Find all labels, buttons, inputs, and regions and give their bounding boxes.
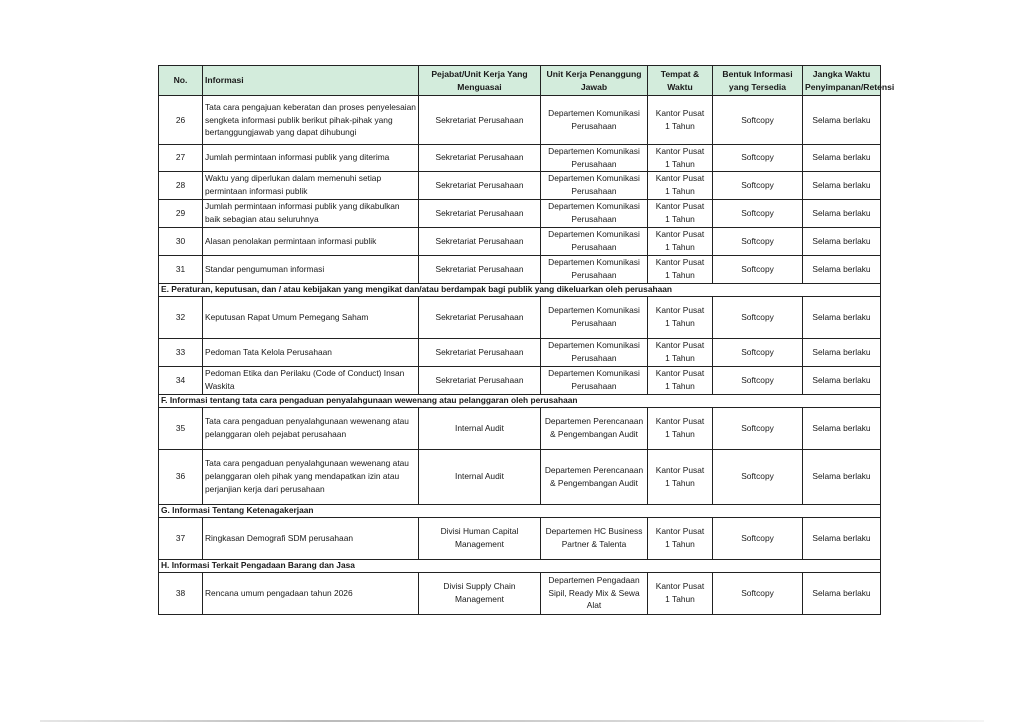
row-bentuk: Softcopy xyxy=(713,572,803,614)
header-tempat-waktu: Tempat & Waktu xyxy=(648,66,713,96)
row-jangka: Selama berlaku xyxy=(803,407,881,449)
row-jangka: Selama berlaku xyxy=(803,145,881,172)
row-jangka: Selama berlaku xyxy=(803,171,881,199)
row-waktu: 1 Tahun xyxy=(665,270,695,281)
row-unit-kerja: Departemen Pengadaan Sipil, Ready Mix & Sewa Alat xyxy=(541,572,648,614)
row-tempat-waktu xyxy=(648,517,713,559)
table-row xyxy=(159,171,881,199)
row-pejabat: Sekretariat Perusahaan xyxy=(419,171,541,199)
row-bentuk: Softcopy xyxy=(713,96,803,145)
row-bentuk: Softcopy xyxy=(713,255,803,283)
row-pejabat: Sekretariat Perusahaan xyxy=(419,145,541,172)
row-jangka: Selama berlaku xyxy=(803,255,881,283)
section-heading: G. Informasi Tentang Ketenagakerjaan xyxy=(159,504,881,517)
row-unit-kerja: Departemen Komunikasi Perusahaan xyxy=(541,96,648,145)
row-bentuk: Softcopy xyxy=(713,366,803,394)
row-tempat-waktu xyxy=(648,366,713,394)
row-number: 28 xyxy=(159,171,203,199)
row-pejabat: Divisi Human Capital Management xyxy=(419,517,541,559)
row-waktu: 1 Tahun xyxy=(665,381,695,392)
row-tempat-waktu xyxy=(648,171,713,199)
table-row xyxy=(159,296,881,338)
row-waktu: 1 Tahun xyxy=(665,539,695,550)
row-pejabat: Sekretariat Perusahaan xyxy=(419,255,541,283)
row-pejabat: Sekretariat Perusahaan xyxy=(419,96,541,145)
row-tempat-waktu xyxy=(648,145,713,172)
row-waktu: 1 Tahun xyxy=(665,594,695,605)
row-tempat: Kantor Pusat xyxy=(655,305,705,316)
row-tempat-waktu xyxy=(648,338,713,366)
table-row xyxy=(159,227,881,255)
row-bentuk: Softcopy xyxy=(713,407,803,449)
section-row xyxy=(159,559,881,572)
row-pejabat: Internal Audit xyxy=(419,407,541,449)
row-tempat: Kantor Pusat xyxy=(655,340,705,351)
row-waktu: 1 Tahun xyxy=(665,121,695,131)
row-bentuk: Softcopy xyxy=(713,227,803,255)
row-informasi: Waktu yang diperlukan dalam memenuhi setiap permintaan informasi publik xyxy=(203,171,419,199)
row-jangka: Selama berlaku xyxy=(803,338,881,366)
row-waktu: 1 Tahun xyxy=(665,242,695,253)
row-pejabat: Internal Audit xyxy=(419,449,541,504)
header-bentuk-informasi: Bentuk Informasi yang Tersedia xyxy=(713,66,803,96)
row-number: 36 xyxy=(159,449,203,504)
row-tempat-waktu xyxy=(648,96,713,145)
row-number: 27 xyxy=(159,145,203,172)
row-unit-kerja: Departemen Perencanaan & Pengembangan Audit xyxy=(541,407,648,449)
row-bentuk: Softcopy xyxy=(713,296,803,338)
row-waktu: 1 Tahun xyxy=(665,318,695,329)
row-unit-kerja: Departemen Komunikasi Perusahaan xyxy=(541,227,648,255)
row-bentuk: Softcopy xyxy=(713,171,803,199)
row-pejabat: Sekretariat Perusahaan xyxy=(419,227,541,255)
row-informasi: Standar pengumuman informasi xyxy=(203,255,419,283)
row-jangka: Selama berlaku xyxy=(803,296,881,338)
row-jangka: Selama berlaku xyxy=(803,96,881,145)
row-jangka: Selama berlaku xyxy=(803,449,881,504)
row-waktu: 1 Tahun xyxy=(665,353,695,364)
table-row xyxy=(159,255,881,283)
row-jangka: Selama berlaku xyxy=(803,227,881,255)
row-bentuk: Softcopy xyxy=(713,517,803,559)
table-row xyxy=(159,366,881,394)
table-row xyxy=(159,145,881,172)
row-tempat-waktu xyxy=(648,407,713,449)
row-bentuk: Softcopy xyxy=(713,338,803,366)
row-tempat: Kantor Pusat xyxy=(655,464,705,475)
header-unit-kerja: Unit Kerja Penanggung Jawab xyxy=(541,66,648,96)
header-no: No. xyxy=(159,66,203,96)
page-edge-shadow xyxy=(40,720,984,722)
row-informasi: Alasan penolakan permintaan informasi publik xyxy=(203,227,419,255)
row-jangka: Selama berlaku xyxy=(803,199,881,227)
row-number: 38 xyxy=(159,572,203,614)
header-jangka-waktu: Jangka Waktu Penyimpanan/Retensi xyxy=(803,66,881,96)
row-number: 34 xyxy=(159,366,203,394)
row-unit-kerja: Departemen Komunikasi Perusahaan xyxy=(541,366,648,394)
row-unit-kerja: Departemen Komunikasi Perusahaan xyxy=(541,145,648,172)
section-row xyxy=(159,504,881,517)
row-informasi: Pedoman Tata Kelola Perusahaan xyxy=(203,338,419,366)
row-tempat: Kantor Pusat xyxy=(655,229,705,240)
row-informasi: Ringkasan Demografi SDM perusahaan xyxy=(203,517,419,559)
row-tempat: Kantor Pusat xyxy=(655,368,705,379)
row-pejabat: Sekretariat Perusahaan xyxy=(419,366,541,394)
row-pejabat: Sekretariat Perusahaan xyxy=(419,338,541,366)
row-number: 35 xyxy=(159,407,203,449)
row-bentuk: Softcopy xyxy=(713,199,803,227)
row-waktu: 1 Tahun xyxy=(665,214,695,225)
row-waktu: 1 Tahun xyxy=(665,429,695,440)
row-informasi: Pedoman Etika dan Perilaku (Code of Conduct) Insan Waskita xyxy=(203,366,419,394)
section-row xyxy=(159,394,881,407)
row-number: 31 xyxy=(159,255,203,283)
row-number: 29 xyxy=(159,199,203,227)
row-pejabat: Sekretariat Perusahaan xyxy=(419,199,541,227)
table-row xyxy=(159,449,881,504)
row-informasi: Keputusan Rapat Umum Pemegang Saham xyxy=(203,296,419,338)
row-informasi: Tata cara pengajuan keberatan dan proses penyelesaian sengketa informasi publik berikut pihak-pihak yang bertanggungjawab yang dapat dihubungi xyxy=(203,96,419,145)
section-heading: H. Informasi Terkait Pengadaan Barang dan Jasa xyxy=(159,559,881,572)
row-tempat: Kantor Pusat xyxy=(655,416,705,427)
row-tempat-waktu xyxy=(648,255,713,283)
row-tempat-waktu xyxy=(648,449,713,504)
table-row xyxy=(159,407,881,449)
row-jangka: Selama berlaku xyxy=(803,366,881,394)
row-informasi: Tata cara pengaduan penyalahgunaan wewenang atau pelanggaran oleh pejabat perusahaan xyxy=(203,407,419,449)
table-row xyxy=(159,572,881,614)
information-table xyxy=(158,65,895,615)
row-tempat: Kantor Pusat xyxy=(655,173,705,184)
row-number: 37 xyxy=(159,517,203,559)
row-informasi: Jumlah permintaan informasi publik yang dikabulkan baik sebagian atau seluruhnya xyxy=(203,199,419,227)
row-waktu: 1 Tahun xyxy=(665,186,695,197)
row-number: 26 xyxy=(159,96,203,145)
row-number: 30 xyxy=(159,227,203,255)
table-row xyxy=(159,517,881,559)
row-tempat: Kantor Pusat xyxy=(655,146,705,156)
row-unit-kerja: Departemen HC Business Partner & Talenta xyxy=(541,517,648,559)
row-tempat: Kantor Pusat xyxy=(655,257,705,268)
row-unit-kerja: Departemen Komunikasi Perusahaan xyxy=(541,255,648,283)
row-bentuk: Softcopy xyxy=(713,449,803,504)
row-unit-kerja: Departemen Komunikasi Perusahaan xyxy=(541,199,648,227)
row-number: 33 xyxy=(159,338,203,366)
row-tempat-waktu xyxy=(648,296,713,338)
row-waktu: 1 Tahun xyxy=(665,477,695,488)
row-unit-kerja: Departemen Komunikasi Perusahaan xyxy=(541,296,648,338)
row-tempat-waktu xyxy=(648,227,713,255)
row-tempat-waktu xyxy=(648,572,713,614)
row-informasi: Rencana umum pengadaan tahun 2026 xyxy=(203,572,419,614)
table-header-row xyxy=(159,66,881,96)
row-bentuk: Softcopy xyxy=(713,145,803,172)
row-tempat: Kantor Pusat xyxy=(655,201,705,212)
row-jangka: Selama berlaku xyxy=(803,572,881,614)
header-pejabat: Pejabat/Unit Kerja Yang Menguasai xyxy=(419,66,541,96)
table-row xyxy=(159,199,881,227)
row-unit-kerja: Departemen Komunikasi Perusahaan xyxy=(541,171,648,199)
row-informasi: Tata cara pengaduan penyalahgunaan wewenang atau pelanggaran oleh pihak yang mendapatkan izin atau perjanjian kerja dari perusahaan xyxy=(203,449,419,504)
header-informasi: Informasi xyxy=(203,66,419,96)
row-pejabat: Divisi Supply Chain Management xyxy=(419,572,541,614)
row-tempat: Kantor Pusat xyxy=(655,581,705,592)
row-unit-kerja: Departemen Perencanaan & Pengembangan Audit xyxy=(541,449,648,504)
section-heading: E. Peraturan, keputusan, dan / atau kebijakan yang mengikat dan/atau berdampak bagi publik yang dikeluarkan oleh perusahaan xyxy=(159,283,881,296)
row-jangka: Selama berlaku xyxy=(803,517,881,559)
row-tempat-waktu xyxy=(648,199,713,227)
row-tempat: Kantor Pusat xyxy=(655,108,705,119)
row-unit-kerja: Departemen Komunikasi Perusahaan xyxy=(541,338,648,366)
row-pejabat: Sekretariat Perusahaan xyxy=(419,296,541,338)
table-row xyxy=(159,96,881,145)
table-row xyxy=(159,338,881,366)
row-number: 32 xyxy=(159,296,203,338)
row-informasi: Jumlah permintaan informasi publik yang diterima xyxy=(203,145,419,172)
section-row xyxy=(159,283,881,296)
row-waktu: 1 Tahun xyxy=(665,158,695,169)
row-tempat: Kantor Pusat xyxy=(655,526,705,537)
section-heading: F. Informasi tentang tata cara pengaduan penyalahgunaan wewenang atau pelanggaran oleh perusahaan xyxy=(159,394,881,407)
